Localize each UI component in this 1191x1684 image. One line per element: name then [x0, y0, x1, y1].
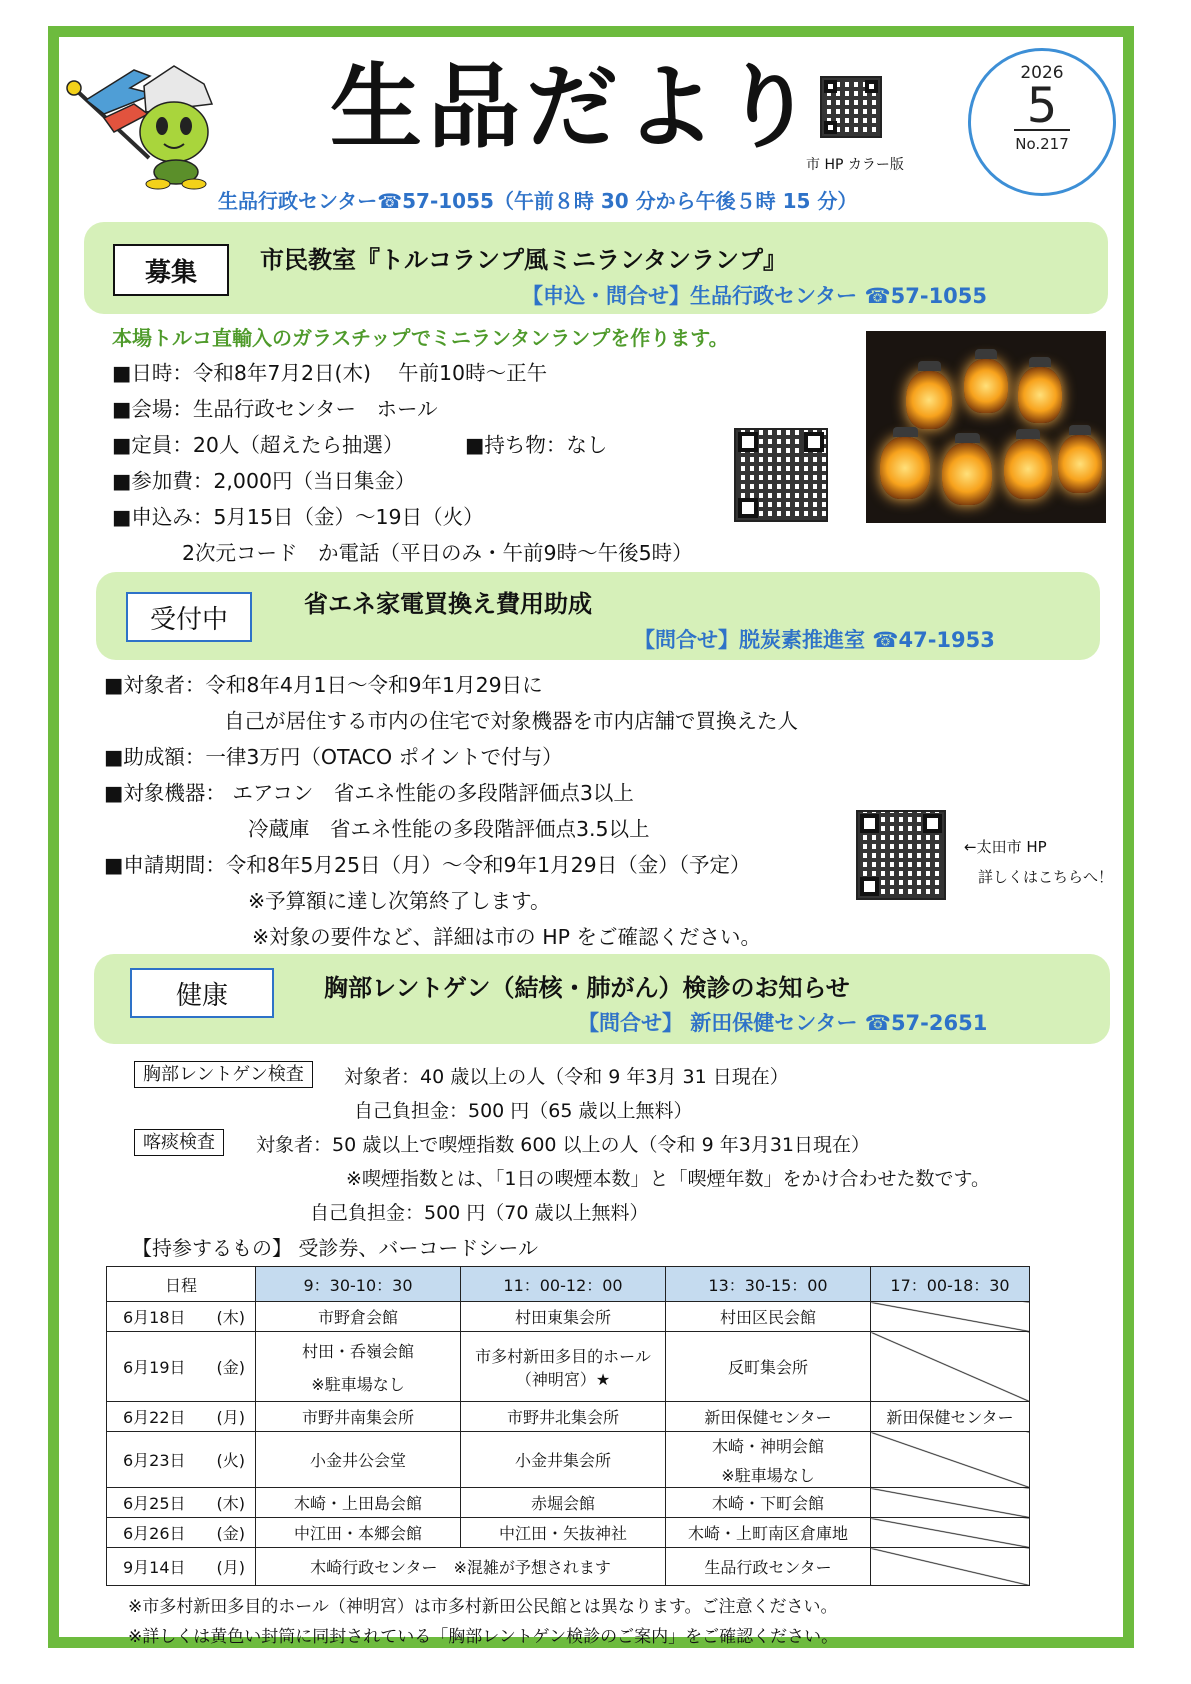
- date-cell: 6月26日 (金): [107, 1518, 256, 1548]
- section2-line: ※予算額に達し次第終了します。: [248, 889, 551, 913]
- xray-cost: 自己負担金：500 円（65 歳以上無料）: [354, 1100, 693, 1122]
- venue-cell: 村田・呑嶺会館 ※駐車場なし: [256, 1332, 461, 1402]
- venue-cell: 新田保健センター: [666, 1402, 871, 1432]
- section2-tag: 受付中: [126, 592, 252, 642]
- empty-cell: [871, 1548, 1030, 1586]
- venue-cell: 中江田・矢抜神社: [461, 1518, 666, 1548]
- section2-line: ■対象機器： エアコン 省エネ性能の多段階評価点3以上: [104, 781, 634, 805]
- qr-code-icon[interactable]: [820, 76, 882, 138]
- date-cell: 6月18日 (木): [107, 1302, 256, 1332]
- section2-line: ■対象者：令和8年4月1日～令和9年1月29日に: [104, 673, 543, 697]
- venue-cell: 市野井北集会所: [461, 1402, 666, 1432]
- venue-cell: 市野井南集会所: [256, 1402, 461, 1432]
- mascot-icon: [64, 40, 224, 190]
- venue-cell: 村田東集会所: [461, 1302, 666, 1332]
- xray-target: 対象者：40 歳以上の人（令和 9 年3月 31 日現在）: [344, 1066, 789, 1088]
- empty-cell: [871, 1302, 1030, 1332]
- empty-cell: [871, 1518, 1030, 1548]
- qr-code-icon[interactable]: [856, 810, 946, 900]
- empty-cell: [871, 1488, 1030, 1518]
- section1-title: 市民教室『トルコランプ風ミニランタンランプ』: [260, 246, 788, 274]
- table-header: 11：00-12：00: [461, 1267, 666, 1302]
- date-cell: 6月25日 (木): [107, 1488, 256, 1518]
- issue-year: 2026: [1020, 63, 1064, 83]
- qr-note: ←太田市 HP: [964, 838, 1047, 856]
- table-header: 日程: [107, 1267, 256, 1302]
- lantern-photo: [866, 331, 1106, 523]
- section3-title: 胸部レントゲン（結核・肺がん）検診のお知らせ: [324, 974, 850, 1002]
- venue-cell: 反町集会所: [666, 1332, 871, 1402]
- qr-code-icon[interactable]: [734, 428, 828, 522]
- section2-line: ■助成額：一律3万円（OTACO ポイントで付与）: [104, 745, 563, 769]
- table-header: 13：30-15：00: [666, 1267, 871, 1302]
- venue-cell: 新田保健センター: [871, 1402, 1030, 1432]
- table-row: [107, 1332, 1030, 1402]
- date-cell: 6月19日 (金): [107, 1332, 256, 1402]
- venue-cell: 生品行政センター: [666, 1548, 871, 1586]
- section2-contact: 【問合せ】脱炭素推進室 ☎47-1953: [634, 628, 995, 652]
- venue-cell: 小金井公会堂: [256, 1432, 461, 1488]
- venue-cell: 村田区民会館: [666, 1302, 871, 1332]
- bring-items: 【持参するもの】 受診券、バーコードシール: [132, 1236, 538, 1260]
- table-row: [107, 1302, 1030, 1332]
- issue-number: No.217: [1015, 135, 1069, 153]
- qr-caption: 市 HP カラー版: [806, 157, 904, 173]
- section1-line: ■日時：令和8年7月2日(木) 午前10時～正午: [112, 361, 548, 385]
- venue-cell: 木崎・上町南区倉庫地: [666, 1518, 871, 1548]
- section1-belongings: ■持ち物：なし: [465, 433, 608, 457]
- table-row: [107, 1488, 1030, 1518]
- venue-cell: 市野倉会館: [256, 1302, 461, 1332]
- empty-cell: [871, 1432, 1030, 1488]
- section3-contact: 【問合せ】 新田保健センター ☎57-2651: [578, 1011, 988, 1035]
- table-row: [107, 1548, 1030, 1586]
- footnote: ※市多村新田多目的ホール（神明宮）は市多村新田公民館とは異なります。ご注意ください。: [128, 1597, 838, 1617]
- venue-cell: 中江田・本郷会館: [256, 1518, 461, 1548]
- venue-cell: 木崎・下町会館: [666, 1488, 871, 1518]
- section2-line: ※対象の要件など、詳細は市の HP をご確認ください。: [252, 925, 761, 949]
- section1-tag: 募集: [113, 244, 229, 296]
- section1-line: ■参加費：2,000円（当日集金）: [112, 469, 416, 493]
- issue-month: 5: [1014, 83, 1070, 131]
- section1-lead: 本場トルコ直輸入のガラスチップでミニランタンランプを作ります。: [112, 326, 729, 350]
- issue-badge: [968, 48, 1116, 196]
- sputum-note: ※喫煙指数とは、「1日の喫煙本数」と「喫煙年数」をかけ合わせた数です。: [346, 1168, 990, 1190]
- venue-cell: 小金井集会所: [461, 1432, 666, 1488]
- section2-line: 自己が居住する市内の住宅で対象機器を市内店舗で買換えた人: [224, 709, 798, 733]
- page-title: 生品だより: [330, 54, 821, 161]
- table-row: [107, 1402, 1030, 1432]
- venue-cell: 木崎・上田島会館: [256, 1488, 461, 1518]
- section1-line: ■定員：20人（超えたら抽選）: [112, 433, 404, 457]
- footnote: ※詳しくは黄色い封筒に同封されている「胸部レントゲン検診のご案内」をご確認ください。: [128, 1627, 839, 1647]
- center-contact-line: 生品行政センター☎57-1055（午前８時 30 分から午後５時 15 分）: [218, 189, 858, 213]
- venue-cell: 木崎・神明会館 ※駐車場なし: [666, 1432, 871, 1488]
- qr-note: 詳しくはこちらへ！: [978, 868, 1114, 886]
- table-header: 17：00-18：30: [871, 1267, 1030, 1302]
- section1-line: ■申込み：5月15日（金）～19日（火）: [112, 505, 484, 529]
- date-cell: 6月22日 (月): [107, 1402, 256, 1432]
- table-row: [107, 1518, 1030, 1548]
- section2-title: 省エネ家電買換え費用助成: [304, 590, 592, 618]
- date-cell: 6月23日 (火): [107, 1432, 256, 1488]
- date-cell: 9月14日 (月): [107, 1548, 256, 1586]
- section2-line: 冷蔵庫 省エネ性能の多段階評価点3.5以上: [248, 817, 650, 841]
- section1-contact: 【申込・問合せ】生品行政センター ☎57-1055: [522, 284, 988, 308]
- section2-line: ■申請期間：令和8年5月25日（月）～令和9年1月29日（金）（予定）: [104, 853, 751, 877]
- venue-cell: 木崎行政センター ※混雑が予想されます: [256, 1548, 666, 1586]
- section1-line: 2次元コード か電話（平日のみ・午前9時～午後5時）: [182, 541, 693, 565]
- venue-cell: 市多村新田多目的ホール （神明宮）★: [461, 1332, 666, 1402]
- sputum-label: 喀痰検査: [134, 1128, 224, 1154]
- sputum-target: 対象者：50 歳以上で喫煙指数 600 以上の人（令和 9 年3月31日現在）: [256, 1134, 870, 1156]
- venue-cell: 赤堀会館: [461, 1488, 666, 1518]
- table-header-row: [107, 1267, 1030, 1302]
- section3-tag: 健康: [130, 968, 274, 1018]
- schedule-table: [106, 1266, 1030, 1586]
- empty-cell: [871, 1332, 1030, 1402]
- table-header: 9：30-10：30: [256, 1267, 461, 1302]
- table-row: [107, 1432, 1030, 1488]
- section1-line: ■会場：生品行政センター ホール: [112, 397, 438, 421]
- xray-label: 胸部レントゲン検査: [134, 1060, 313, 1086]
- sputum-cost: 自己負担金：500 円（70 歳以上無料）: [310, 1202, 649, 1224]
